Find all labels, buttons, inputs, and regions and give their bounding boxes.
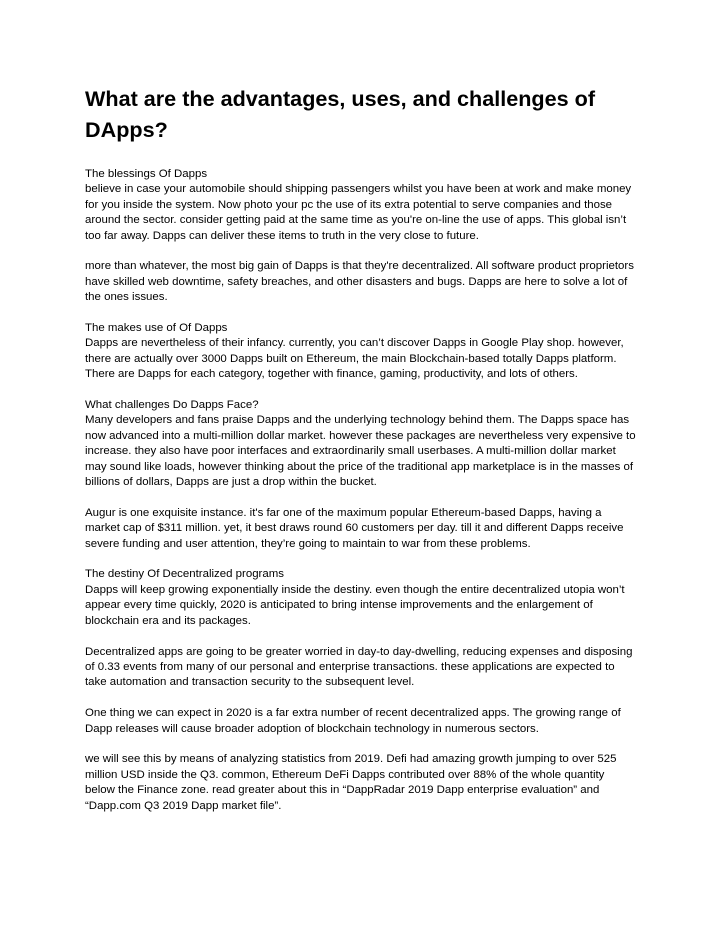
paragraph-text: Augur is one exquisite instance. it's far one of the maximum popular Ethereum-based Dapps, having a market cap of $311 million. yet, it best draws round 60 customers per day. till it and different Dapps receive severe funding and user attention, they’re going to maintain to war from these problems. — [85, 506, 624, 550]
section-destiny — [85, 567, 637, 629]
section-blessings — [85, 167, 637, 244]
paragraph-augur-example — [85, 506, 637, 552]
paragraph-text: believe in case your automobile should shipping passengers whilst you have been at work and make money for you inside the system. Now photo your pc the use of its extra potential to serve companies and those around the sector. consider getting paid at the same time as you're on-line the use of apps. This global isn’t too far away. Dapps can deliver these items to truth in the very close to future. — [85, 183, 632, 242]
paragraph-2020-expectation — [85, 706, 637, 737]
paragraph-day-to-day — [85, 645, 637, 691]
section-uses — [85, 321, 637, 383]
paragraph-text: Decentralized apps are going to be greater worried in day-to day-dwelling, reducing expenses and disposing of 0.33 events from many of our personal and enterprise transactions. these applications are expected to take automation and transaction security to the subsequent level. — [85, 645, 633, 689]
section-heading: What challenges Do Dapps Face? — [85, 399, 259, 412]
paragraph-text: Dapps are nevertheless of their infancy. currently, you can’t discover Dapps in Google Play shop. however, there are actually over 3000 Dapps built on Ethereum, the main Blockchain-based totally Dapps platform. There are Dapps for each category, together with finance, gaming, productivity, and lots of others. — [85, 337, 624, 381]
paragraph-text: Many developers and fans praise Dapps and the underlying technology behind them. The Dapps space has now advanced into a multi-million dollar market. however these packages are nevertheless very expensive to increase. they also have poor interfaces and extraordinarily small userbases. A multi-million dollar market may sound like loads, however thinking about the price of the traditional app marketplace is in the masses of billions of dollars, Dapps are just a drop within the bucket. — [85, 414, 636, 489]
section-heading: The destiny Of Decentralized programs — [85, 568, 284, 581]
document-page — [85, 83, 637, 829]
paragraph-decentralized-gain — [85, 259, 637, 305]
paragraph-text: more than whatever, the most big gain of Dapps is that they're decentralized. All software product proprietors have skilled web downtime, safety breaches, and other disasters and bugs. Dapps are here to solve a lot of the ones issues. — [85, 260, 634, 304]
section-heading: The blessings Of Dapps — [85, 168, 208, 180]
paragraph-2019-statistics — [85, 752, 637, 814]
document-title: What are the advantages, uses, and challenges of DApps? — [85, 86, 596, 142]
section-challenges — [85, 398, 637, 490]
paragraph-text: One thing we can expect in 2020 is a far extra number of recent decentralized apps. The growing range of Dapp releases will cause broader adoption of blockchain technology in numerous sectors. — [85, 707, 621, 735]
paragraph-text: we will see this by means of analyzing statistics from 2019. Defi had amazing growth jumping to over 525 million USD inside the Q3. common, Ethereum DeFi Dapps contributed over 88% of the whole quantity below the Finance zone. read greater about this in “DappRadar 2019 Dapp enterprise evaluation” and “Dapp.com Q3 2019 Dapp market file”. — [85, 753, 617, 812]
paragraph-text: Dapps will keep growing exponentially inside the destiny. even though the entire decentralized utopia won’t appear every time quickly, 2020 is anticipated to bring intense improvements and the enlargement of blockchain era and its packages. — [85, 583, 625, 627]
section-heading: The makes use of Of Dapps — [85, 322, 228, 335]
